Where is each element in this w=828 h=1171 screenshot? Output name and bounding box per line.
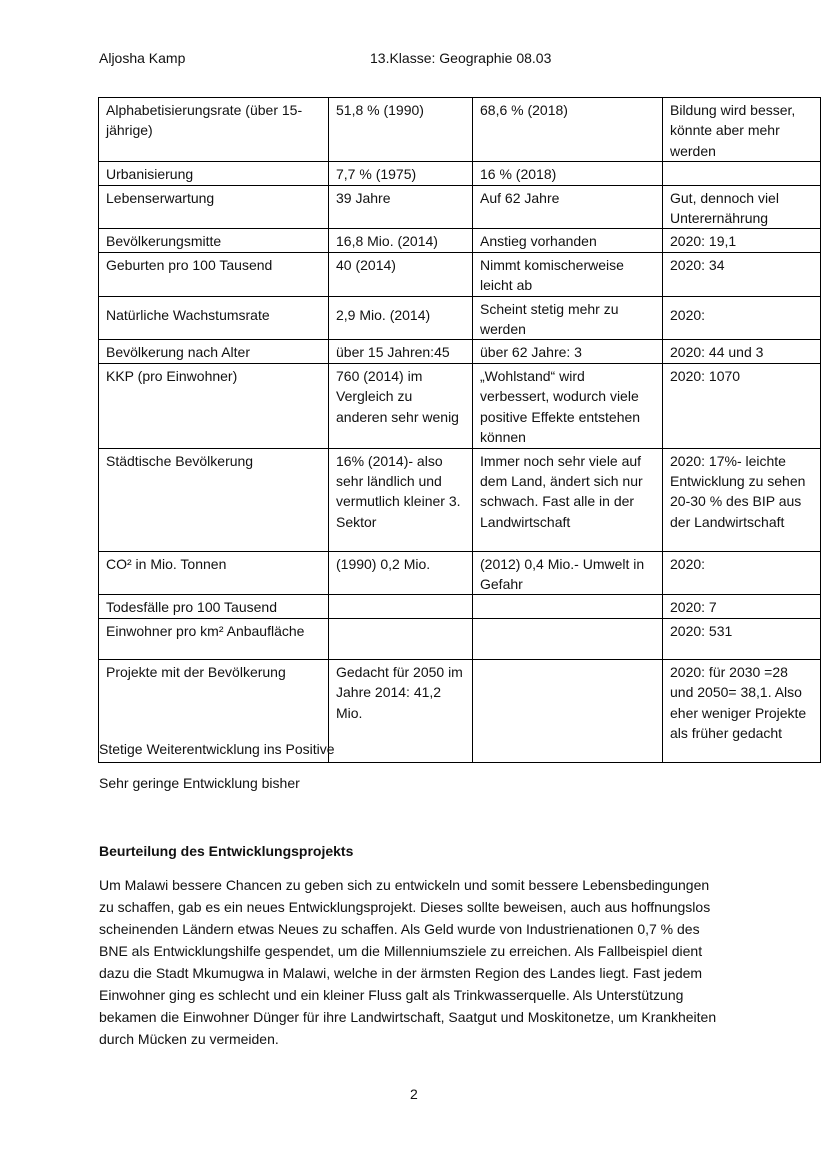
table-cell: Lebenserwartung	[99, 185, 329, 229]
table-cell: Geburten pro 100 Tausend	[99, 252, 329, 296]
table-cell: 2020:	[663, 551, 821, 595]
table-cell: über 62 Jahre: 3	[473, 340, 663, 363]
table-row	[99, 595, 821, 618]
page-number: 2	[410, 1086, 418, 1102]
table-cell: 16% (2014)- also sehr ländlich und vermutlich kleiner 3. Sektor	[329, 448, 473, 551]
table-cell: 68,6 % (2018)	[473, 98, 663, 162]
table-row	[99, 98, 821, 162]
table-cell: 2020: 531	[663, 618, 821, 659]
table-cell: 40 (2014)	[329, 252, 473, 296]
table-cell: 51,8 % (1990)	[329, 98, 473, 162]
table-cell: über 15 Jahren:45	[329, 340, 473, 363]
table-cell: Gut, dennoch viel Unterernährung	[663, 185, 821, 229]
header-author: Aljosha Kamp	[99, 50, 186, 66]
table-cell: Nimmt komischerweise leicht ab	[473, 252, 663, 296]
table-cell: Scheint stetig mehr zu werden	[473, 296, 663, 340]
table-row	[99, 229, 821, 252]
table-cell	[329, 595, 473, 618]
table-row	[99, 618, 821, 659]
header-course: 13.Klasse: Geographie 08.03	[370, 50, 552, 66]
table-row	[99, 296, 821, 340]
table-row	[99, 252, 821, 296]
table-cell: CO² in Mio. Tonnen	[99, 551, 329, 595]
table-cell: 2020: 17%- leichte Entwicklung zu sehen 20-30 % des BIP aus der Landwirtschaft	[663, 448, 821, 551]
table-cell	[473, 595, 663, 618]
table-cell: Bevölkerung nach Alter	[99, 340, 329, 363]
table-cell: Bildung wird besser, könnte aber mehr werden	[663, 98, 821, 162]
table-cell: 16 % (2018)	[473, 162, 663, 185]
table-cell: 2020: 7	[663, 595, 821, 618]
table-cell: 2020: für 2030 =28 und 2050= 38,1. Also eher weniger Projekte als früher gedacht	[663, 659, 821, 762]
table-cell: (2012) 0,4 Mio.- Umwelt in Gefahr	[473, 551, 663, 595]
table-cell: 2020: 1070	[663, 363, 821, 448]
table-cell: Todesfälle pro 100 Tausend	[99, 595, 329, 618]
table-cell: Bevölkerungsmitte	[99, 229, 329, 252]
table-row	[99, 340, 821, 363]
table-cell: Alphabetisierungsrate (über 15-jährige)	[99, 98, 329, 162]
table-cell: Projekte mit der Bevölkerung	[99, 659, 329, 762]
table-cell: Einwohner pro km² Anbaufläche	[99, 618, 329, 659]
table-cell: Natürliche Wachstumsrate	[99, 296, 329, 340]
table-cell: Urbanisierung	[99, 162, 329, 185]
table-row	[99, 162, 821, 185]
table-cell: 2020: 44 und 3	[663, 340, 821, 363]
table-cell: 2020:	[663, 296, 821, 340]
table-cell: Immer noch sehr viele auf dem Land, ändert sich nur schwach. Fast alle in der Landwirtschaft	[473, 448, 663, 551]
table-cell	[663, 162, 821, 185]
table-cell: 7,7 % (1975)	[329, 162, 473, 185]
table-cell: 2,9 Mio. (2014)	[329, 296, 473, 340]
note-slow: Sehr geringe Entwicklung bisher	[99, 775, 300, 791]
table-row	[99, 185, 821, 229]
table-cell: 2020: 34	[663, 252, 821, 296]
table-cell: 39 Jahre	[329, 185, 473, 229]
table-cell: 16,8 Mio. (2014)	[329, 229, 473, 252]
table-cell	[473, 618, 663, 659]
table-cell: „Wohlstand“ wird verbessert, wodurch viele positive Effekte entstehen können	[473, 363, 663, 448]
table-row	[99, 363, 821, 448]
table-cell: Gedacht für 2050 im Jahre 2014: 41,2 Mio.	[329, 659, 473, 762]
table-row	[99, 448, 821, 551]
table-cell: KKP (pro Einwohner)	[99, 363, 329, 448]
table-cell: Städtische Bevölkerung	[99, 448, 329, 551]
table-row	[99, 551, 821, 595]
table-cell	[473, 659, 663, 762]
table-cell: Auf 62 Jahre	[473, 185, 663, 229]
indicator-table	[98, 97, 821, 763]
note-positive: Stetige Weiterentwicklung ins Positive	[99, 741, 335, 757]
section-paragraph: Um Malawi bessere Chancen zu geben sich zu entwickeln und somit bessere Lebensbedingungen zu schaffen, gab es ein neues Entwicklungsprojekt. Dieses sollte beweisen, auch aus hoffnungslos scheinenden Ländern etwas Neues zu schaffen. Als Geld wurde von Industrienationen 0,7 % des BNE als Entwicklungshilfe gespendet, um die Millenniumsziele zu erreichen. Als Fallbeispiel dient dazu die Stadt Mkumugwa in Malawi, welche in der ärmsten Region des Landes liegt. Fast jedem Einwohner ging es schlecht und ein kleiner Fluss galt als Trinkwasserquelle. Als Unterstützung bekamen die Einwohner Dünger für ihre Landwirtschaft, Saatgut und Moskitonetze, um Krankheiten durch Mücken zu vermeiden.	[99, 877, 717, 1047]
table-cell: (1990) 0,2 Mio.	[329, 551, 473, 595]
table-cell	[329, 618, 473, 659]
table-cell: 2020: 19,1	[663, 229, 821, 252]
table-cell: 760 (2014) im Vergleich zu anderen sehr wenig	[329, 363, 473, 448]
section-title: Beurteilung des Entwicklungsprojekts	[99, 843, 354, 859]
table-cell: Anstieg vorhanden	[473, 229, 663, 252]
